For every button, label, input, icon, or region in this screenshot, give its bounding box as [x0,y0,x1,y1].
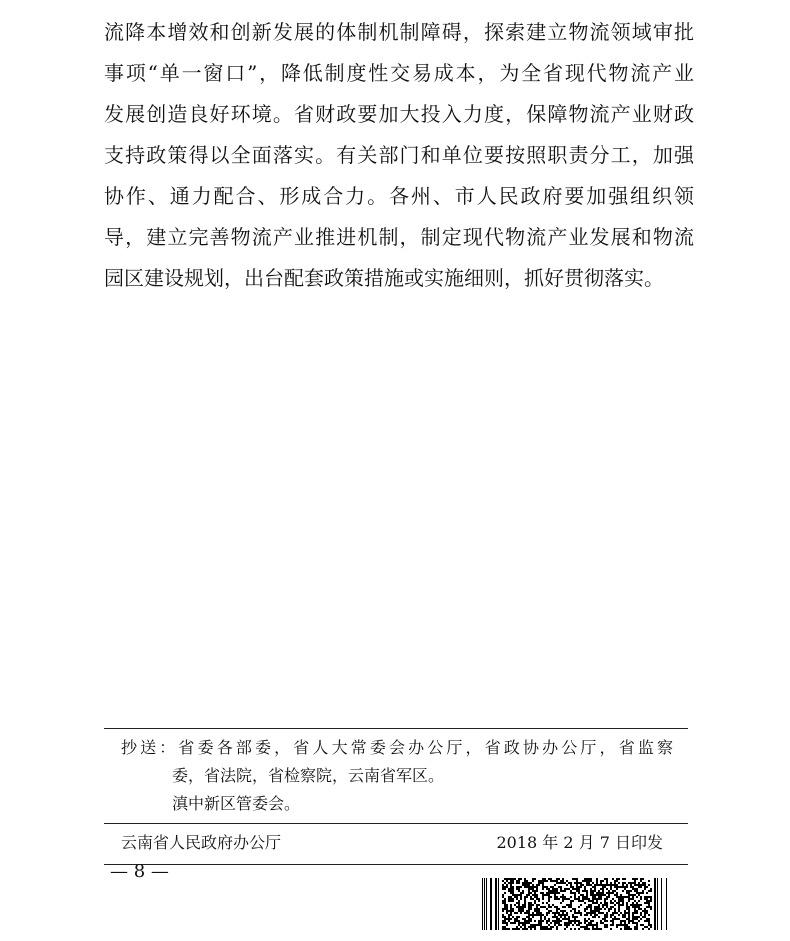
footer-bottom-divider [104,864,688,865]
body-line-6: 导，建立完善物流产业推进机制，制定现代物流产业发展和物流 [104,225,694,249]
issue-date: 2018 年 2 月 7 日印发 [496,833,663,852]
cc-line-3: 滇中新区管委会。 [172,794,301,813]
page-number: — 8 — [110,861,169,882]
issuer-name: 云南省人民政府办公厅 [121,833,282,852]
body-text [104,12,694,299]
body-line-3: 发展创造良好环境。省财政要加大投入力度，保障物流产业财政 [104,102,694,126]
cc-top-divider [104,728,688,729]
cc-line-2: 委，省法院，省检察院，云南省军区。 [172,766,445,785]
body-line-4: 支持政策得以全面落实。有关部门和单位要按照职责分工，加强 [104,143,694,167]
issuer-top-divider [104,823,688,824]
body-line-7: 园区建设规划，出台配套政策措施或实施细则，抓好贯彻落实。 [104,266,664,290]
barcode-icon [482,878,668,930]
body-line-5: 协作、通力配合、形成合力。各州、市人民政府要加强组织领 [104,184,694,208]
body-line-2: 事项“单一窗口”，降低制度性交易成本，为全省现代物流产业 [104,61,694,85]
cc-line-1: 抄送：省委各部委，省人大常委会办公厅，省政协办公厅，省监察 [121,738,673,757]
body-line-1: 流降本增效和创新发展的体制机制障碍，探索建立物流领域审批 [104,20,694,44]
